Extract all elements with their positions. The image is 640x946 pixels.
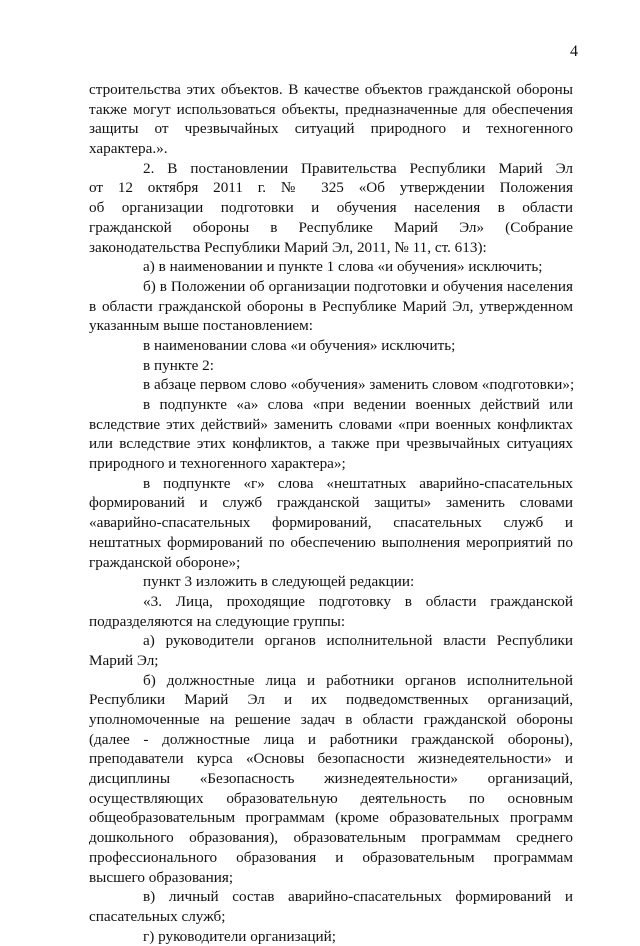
text-line: пункт 3 изложить в следующей редакции:: [143, 573, 415, 591]
text-line: б) должностные лица и работники органов исполнительной: [143, 671, 573, 689]
text-line: подразделяются на следующие группы:: [89, 612, 346, 630]
text-line: общеобразовательным программам (кроме образовательных программ: [89, 809, 573, 827]
text-line: указанным выше постановлением:: [89, 317, 313, 335]
text-line: уполномоченные на решение задач в области гражданской обороны: [89, 711, 573, 728]
text-line: или вследствие этих конфликтов, а также при чрезвычайных ситуациях: [89, 435, 573, 453]
text-line: об организации подготовки и обучения населения в области: [89, 199, 573, 217]
text-line: преподаватели курса «Основы безопасности жизнедеятельности» и: [89, 750, 573, 768]
text-line: 2. В постановлении Правительства Республики Марий Эл: [143, 159, 573, 177]
document-body: [89, 80, 573, 946]
text-line: в абзаце первом слово «обучения» заменить словом «подготовки»;: [143, 376, 575, 394]
text-line: «аварийно-спасательных формирований, спасательных служб и: [89, 514, 573, 532]
text-line: б) в Положении об организации подготовки и обучения населения: [143, 277, 573, 295]
text-line: от 12 октября 2011 г. № 325 «Об утверждении Положения: [89, 179, 573, 197]
text-line: высшего образования;: [89, 868, 234, 886]
text-line: осуществляющих образовательную деятельность по основным: [89, 789, 573, 807]
text-line: характера.».: [89, 140, 168, 158]
text-line: а) руководители органов исполнительной власти Республики: [143, 632, 573, 650]
text-line: формирований и служб гражданской защиты» заменить словами: [89, 494, 573, 512]
text-line: в) личный состав аварийно-спасательных формирований и: [143, 888, 573, 906]
text-line: а) в наименовании и пункте 1 слова «и обучения» исключить;: [143, 258, 543, 276]
text-line: Марий Эл;: [89, 651, 159, 669]
text-line: «3. Лица, проходящие подготовку в области гражданской: [143, 592, 573, 610]
text-line: также могут использоваться объекты, предназначенные для обеспечения: [89, 100, 573, 118]
text-line: спасательных служб;: [89, 907, 226, 925]
text-line: в подпункте «г» слова «нештатных аварийно-спасательных: [143, 474, 573, 492]
text-line: дисциплины «Безопасность жизнедеятельности» организаций,: [89, 770, 573, 788]
text-line: защиты от чрезвычайных ситуаций природного и техногенного: [89, 120, 573, 138]
text-line: законодательства Республики Марий Эл, 2011, № 11, ст. 613):: [89, 238, 487, 256]
page-number: 4: [570, 43, 578, 60]
text-line: в наименовании слова «и обучения» исключить;: [143, 336, 456, 354]
text-line: нештатных формирований по обеспечению выполнения мероприятий по: [89, 533, 573, 551]
text-line: (далее - должностные лица и работники гражданской обороны),: [89, 730, 573, 748]
text-line: в пункте 2:: [143, 356, 214, 374]
text-line: в области гражданской обороны в Республике Марий Эл, утвержденном: [89, 297, 573, 315]
text-line: Республики Марий Эл и их подведомственных организаций,: [89, 691, 573, 709]
text-line: гражданской обороны в Республике Марий Эл» (Собрание: [89, 218, 573, 236]
text-line: профессионального образования и образовательным программам: [89, 848, 573, 866]
text-line: дошкольного образования), образовательным программам среднего: [89, 829, 573, 847]
text-line: гражданской обороне»;: [89, 553, 241, 571]
text-line: строительства этих объектов. В качестве объектов гражданской обороны: [89, 81, 573, 98]
text-line: природного и техногенного характера»;: [89, 455, 346, 473]
text-line: вследствие этих действий» заменить словами «при военных конфликтах: [89, 415, 573, 433]
text-line: г) руководители организаций;: [143, 927, 336, 945]
text-line: в подпункте «а» слова «при ведении военных действий или: [143, 396, 573, 413]
